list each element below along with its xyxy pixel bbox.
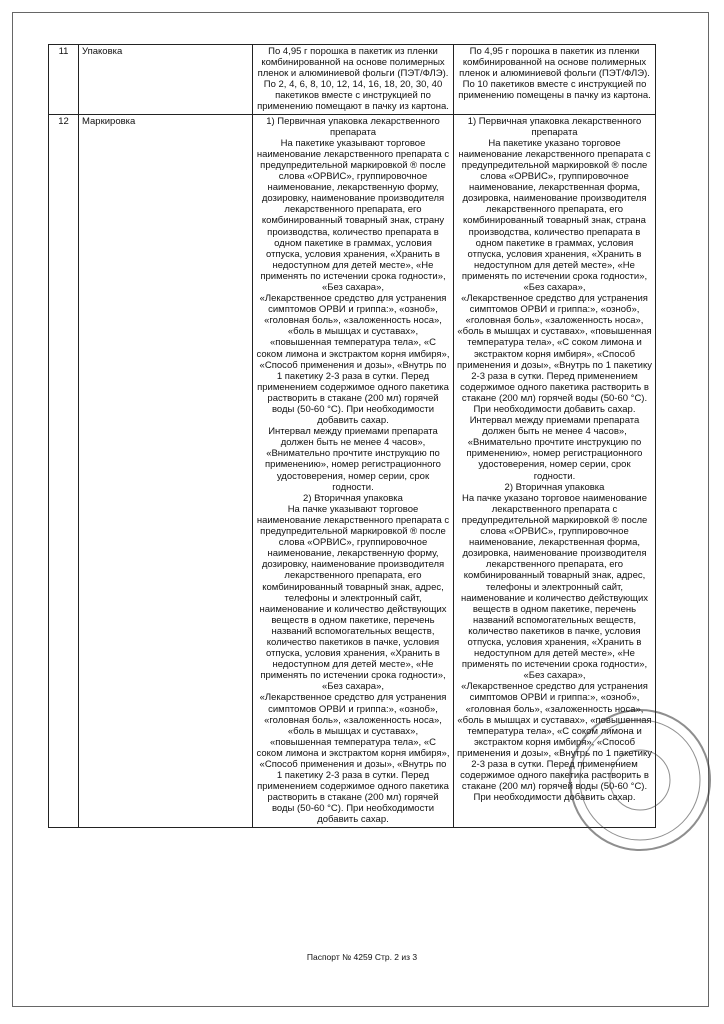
- old-text-paragraph: Интервал между приемами препарата должен быть не менее 4 часов»,: [268, 426, 438, 449]
- old-text-paragraph: По 4,95 г порошка в пакетик из пленки комбинированной на основе полимерных пленок и алюминиевой фольги (ПЭТ/ФЛЭ). По 2, 4, 6, 8, 10, 12, 14, 16, 18, 20, 30, 40 пакетиков вместе с инструкцией по применению помещают в пачку из картона.: [257, 46, 449, 113]
- row-name: Маркировка: [79, 114, 253, 827]
- old-text-paragraph: На пакетике указывают торговое наименование лекарственного препарата с предупредительной маркировкой ® после слова «ОРВИС», группировочное наименование, лекарственную форму, дозировку, наименование производителя лекарственного препарата, его комбинированный товарный знак, страну производства, количество препарата в одном пакетике в граммах, условия отпуска, условия хранения, «Хранить в недоступном для детей месте», «Не применять по истечении срока годности», «Без сахара»,: [256, 137, 450, 293]
- old-text-paragraph: 1) Первичная упаковка лекарственного препарата: [266, 115, 440, 138]
- new-text-paragraph: 1) Первичная упаковка лекарственного препарата: [467, 115, 642, 138]
- new-text-paragraph: На пачке указано торговое наименование лекарственного препарата с предупредительной маркировкой ® после слова «ОРВИС», группировочное наименование, лекарственная форма, дозировка, наименование производителя лекарственного препарата, его комбинированный товарный знак, адрес, телефоны и электронный сайт, наименование и количество действующих веществ в одном пакетике, перечень названий вспомогательных веществ, количество пакетиков в пачке, условия отпуска, условия хранения, «Хранить в недоступном для детей месте», «Не применять по истечении срока годности», «Без сахара»,: [460, 492, 649, 682]
- row-name: Упаковка: [79, 45, 253, 115]
- old-text-paragraph: «Лекарственное средство для устранения симптомов ОРВИ и гриппа:», «озноб», «головная боль», «заложенность носа», «боль в мышцах и суставах», «повышенная температура тела», «С соком лимона и экстрактом корня имбиря», «Способ применения и дозы», «Внутрь по 1 пакетику 2-3 раза в сутки. Перед применением содержимое одного пакетика растворить в стакане (200 мл) горячей воды (50-60 °С). При необходимости добавить сахар.: [256, 692, 450, 826]
- page-footer: Паспорт № 4259 Стр. 2 из 3: [306, 952, 418, 962]
- old-text-paragraph: 2) Вторичная упаковка: [303, 492, 403, 504]
- new-text-paragraph: «Внимательно прочтите инструкцию по применению», номер регистрационного удостоверения, номер серии, срок годности.: [466, 437, 643, 482]
- new-text-paragraph: По 4,95 г порошка в пакетик из пленки комбинированной на основе полимерных пленок и алюминиевой фольги (ПЭТ/ФЛЭ).: [459, 46, 650, 80]
- document-table-container: [48, 44, 655, 828]
- old-text-paragraph: На пачке указывают торговое наименование лекарственного препарата с предупредительной маркировкой ® после слова «ОРВИС», группировочное наименование, лекарственную форму, дозировку, наименование производителя лекарственного препарата, его комбинированный товарный знак, адрес, телефоны и электронный сайт, наименование и количество действующих веществ в одном пакетике, перечень названий вспомогательных веществ, количество пакетиков в пачке, условия отпуска, условия хранения, «Хранить в недоступном для детей месте», «Не применять по истечении срока годности», «Без сахара»,: [256, 503, 450, 693]
- official-seal-icon: [565, 705, 715, 855]
- old-text-cell: [253, 45, 454, 115]
- row-number: 11: [49, 45, 79, 115]
- new-text-paragraph: «Лекарственное средство для устранения симптомов ОРВИ и гриппа:», «озноб», «головная боль», «заложенность носа», «боль в мышцах и суставах», «повышенная температура тела», «С соком лимона и экстрактом корня имбиря», «Способ применения и дозы», «Внутрь по 1 пакетику 2-3 раза в сутки. Перед применением содержимое одного пакетика растворить в стакане (200 мл) горячей воды (50-60 °С). При необходимости добавить сахар.: [457, 681, 652, 804]
- old-text-cell: [253, 114, 454, 827]
- table-row-packaging: [49, 45, 656, 115]
- old-text-paragraph: «Внимательно прочтите инструкцию по применению», номер регистрационного удостоверения, номер серии, срок годности.: [265, 448, 441, 493]
- new-text-paragraph: 2) Вторичная упаковка: [504, 481, 605, 493]
- new-text-paragraph: Интервал между приемами препарата должен быть не менее 4 часов»,: [469, 415, 640, 438]
- new-text-paragraph: «Лекарственное средство для устранения симптомов ОРВИ и гриппа:», «озноб», «головная боль», «заложенность носа», «боль в мышцах и суставах», «повышенная температура тела», «С соком лимона и экстрактом корня имбиря», «Способ применения и дозы», «Внутрь по 1 пакетику 2-3 раза в сутки. Перед применением содержимое одного пакетика растворить в стакане (200 мл) горячей воды (50-60 °С). При необходимости добавить сахар.: [457, 293, 652, 415]
- new-text-cell: [454, 45, 656, 115]
- new-text-paragraph: По 10 пакетиков вместе с инструкцией по применению помещены в пачку из картона.: [458, 79, 651, 102]
- old-text-paragraph: «Лекарственное средство для устранения симптомов ОРВИ и гриппа:», «озноб», «головная боль», «заложенность носа», «боль в мышцах и суставах», «повышенная температура тела», «С соком лимона и экстрактом корня имбиря», «Способ применения и дозы», «Внутрь по 1 пакетику 2-3 раза в сутки. Перед применением содержимое одного пакетика растворить в стакане (200 мл) горячей воды (50-60 °С). При необходимости добавить сахар.: [256, 293, 450, 427]
- new-text-paragraph: На пакетике указано торговое наименование лекарственного препарата с предупредительной маркировкой ® после слова «ОРВИС», группировочное наименование, лекарственная форма, дозировка, наименование производителя лекарственного препарата, его комбинированный товарный знак, страна производства, количество препарата в одном пакетике в граммах, условия отпуска, условия хранения, «Хранить в недоступном для детей месте», «Не применять по истечении срока годности», «Без сахара»,: [458, 137, 651, 293]
- row-number: 12: [49, 114, 79, 827]
